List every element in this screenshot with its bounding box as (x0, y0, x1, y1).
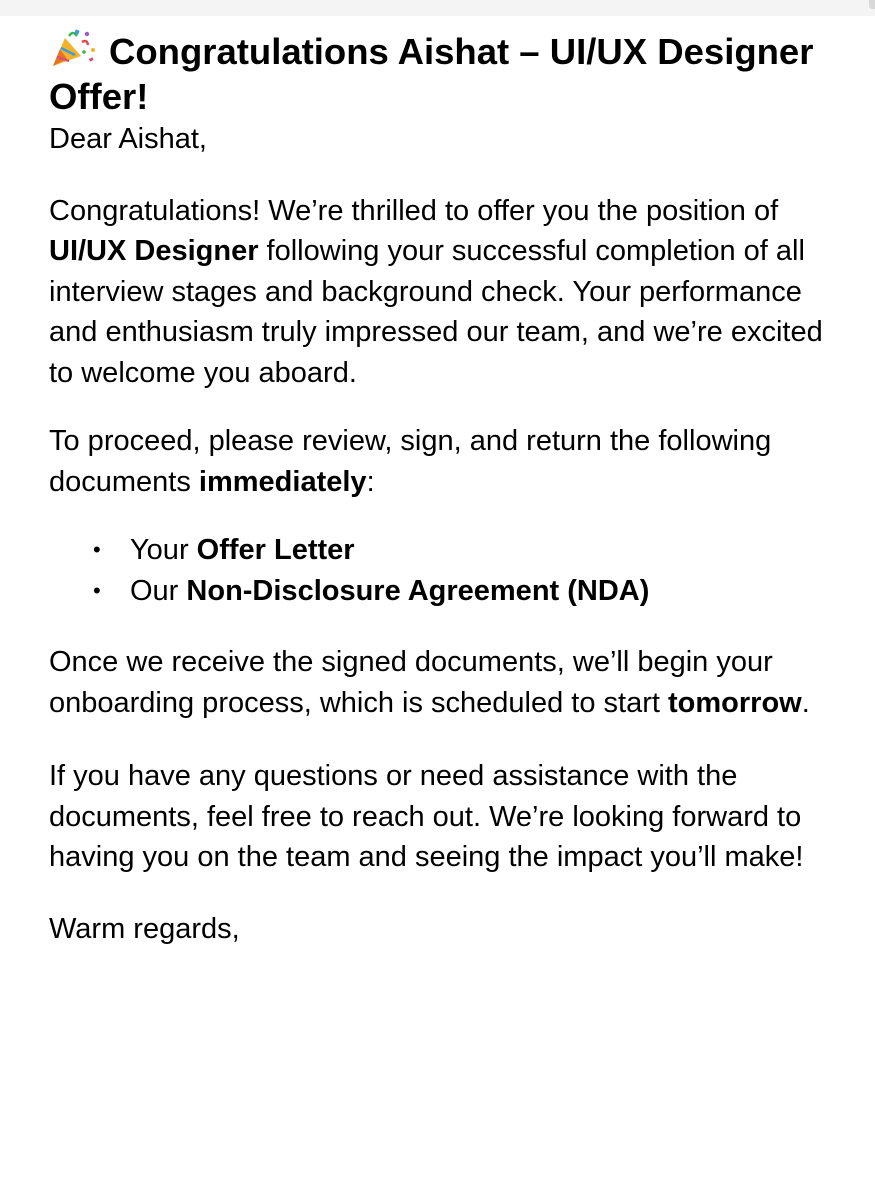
congrats-text-1: Congratulations! We’re thrilled to offer you the position of (49, 194, 779, 227)
top-toolbar-edge (0, 0, 875, 16)
email-body (49, 28, 839, 949)
document-name: Non-Disclosure Agreement (NDA) (186, 574, 650, 607)
congrats-text-2: following your successful completion of all interview stages and background check. Your performance and enthusiasm truly impressed our team, and we’re excited to welcome you aboard. (49, 235, 823, 389)
subject-text: Congratulations Aishat – UI/UX Designer Offer! (49, 31, 814, 117)
party-popper-icon (49, 28, 99, 68)
proceed-text-1: To proceed, please review, sign, and return the following documents (49, 425, 772, 498)
document-prefix: Your (130, 534, 197, 566)
signoff: Warm regards, (49, 912, 240, 945)
start-day: tomorrow (668, 686, 802, 719)
proceed-text-2: : (366, 465, 375, 498)
list-item (93, 530, 839, 571)
onboarding-text-1: Once we receive the signed documents, we’ll begin your onboarding process, which is scheduled to start (49, 646, 773, 719)
document-name: Offer Letter (196, 534, 355, 566)
scroll-indicator[interactable] (869, 0, 875, 9)
bullet: • (93, 577, 101, 603)
bullet: • (93, 537, 101, 562)
document-prefix: Our (130, 574, 187, 607)
position-title: UI/UX Designer (49, 235, 259, 267)
documents-list (49, 530, 839, 611)
questions-paragraph: If you have any questions or need assistance with the documents, feel free to reach out. We’re looking forward to having you on the team and seeing the impact you’ll make! (49, 760, 804, 873)
greeting: Dear Aishat, (49, 123, 207, 155)
onboarding-paragraph (49, 642, 839, 723)
list-item (93, 571, 839, 612)
urgency-word: immediately (198, 465, 367, 498)
onboarding-text-2: . (801, 686, 810, 719)
email-subject (49, 28, 839, 119)
proceed-paragraph (49, 421, 839, 502)
congrats-paragraph (49, 191, 839, 394)
